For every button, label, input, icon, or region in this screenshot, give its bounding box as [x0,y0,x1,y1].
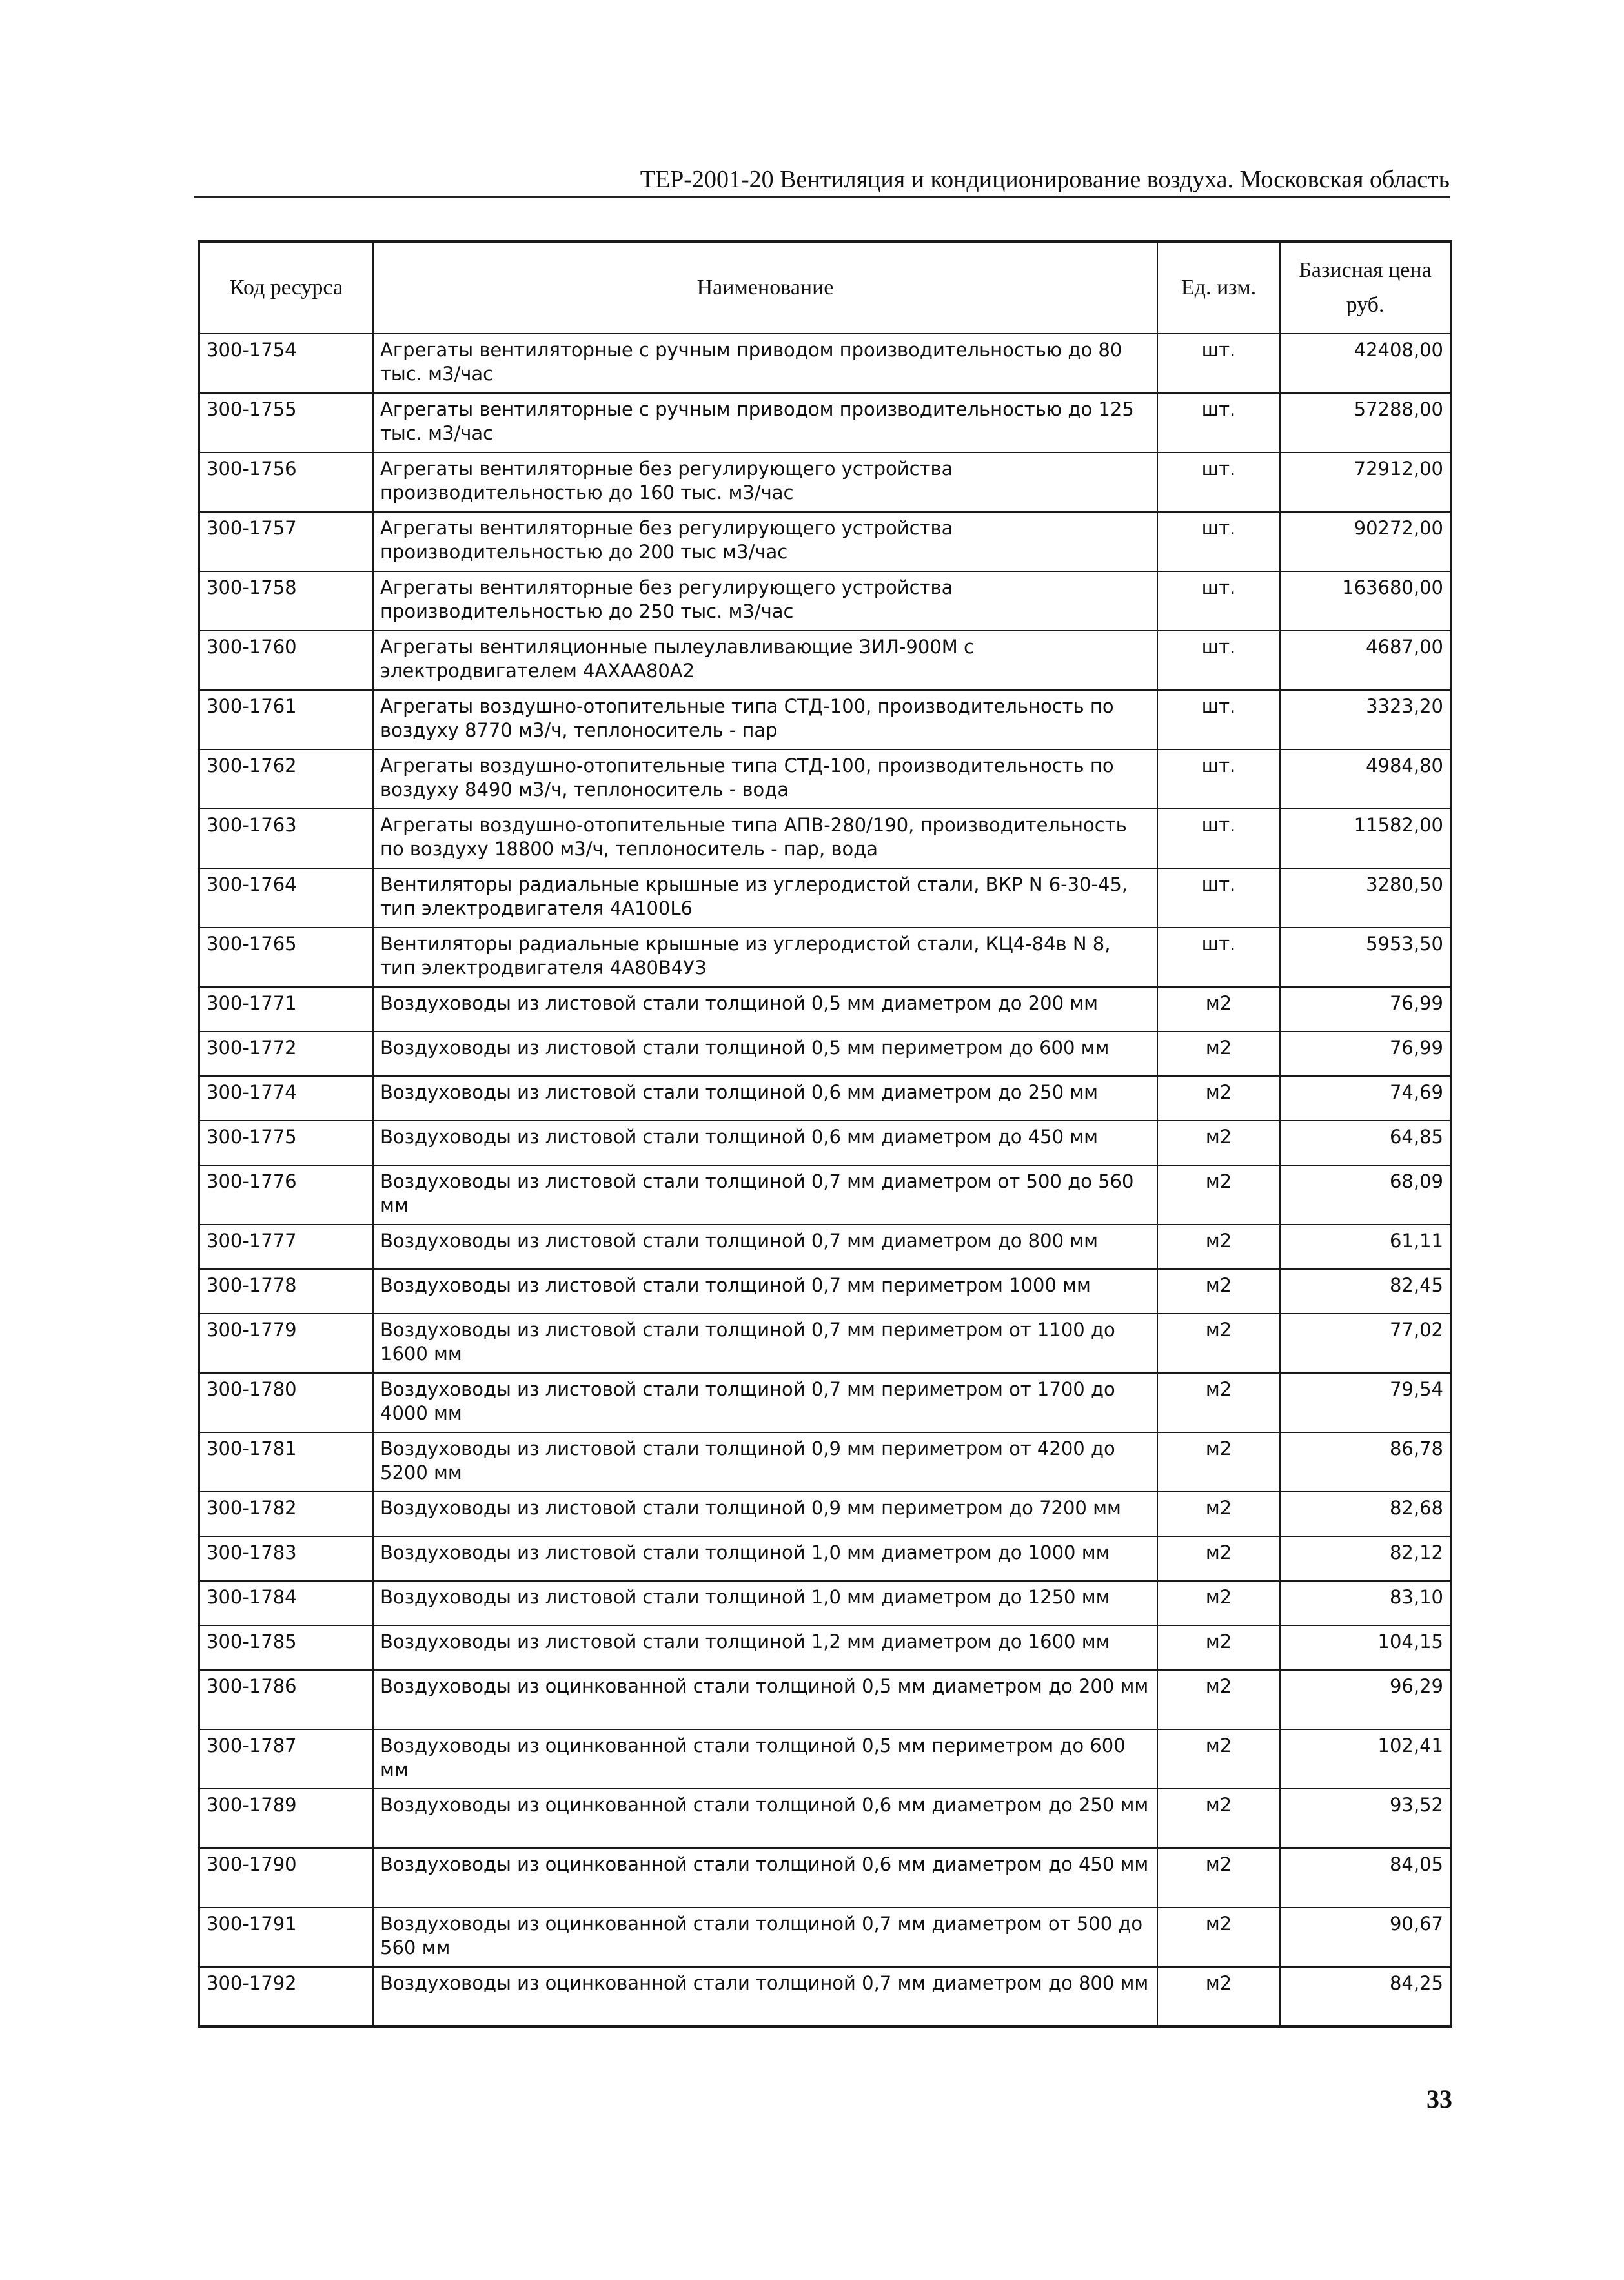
cell-code: 300-1786 [199,1670,373,1729]
cell-name: Воздуховоды из оцинкованной стали толщиной 0,5 мм диаметром до 200 мм [373,1670,1157,1729]
cell-unit: м2 [1157,1670,1280,1729]
cell-unit: м2 [1157,1536,1280,1581]
cell-code: 300-1762 [199,749,373,809]
cell-name: Воздуховоды из листовой стали толщиной 0,7 мм диаметром до 800 мм [373,1225,1157,1269]
cell-unit: шт. [1157,334,1280,393]
column-header-name: Наименование [373,241,1157,334]
table-row [199,1625,1451,1670]
table-row [199,453,1451,512]
table-row [199,1032,1451,1076]
cell-price: 82,68 [1280,1492,1451,1536]
cell-name: Агрегаты вентиляторные без регулирующего устройства производительностью до 200 тыс м3/час [373,512,1157,571]
cell-code: 300-1777 [199,1225,373,1269]
table-row [199,868,1451,928]
cell-price: 57288,00 [1280,393,1451,453]
cell-code: 300-1791 [199,1908,373,1967]
table-row [199,512,1451,571]
cell-name: Воздуховоды из оцинкованной стали толщиной 0,6 мм диаметром до 450 мм [373,1848,1157,1908]
cell-name: Воздуховоды из листовой стали толщиной 1,0 мм диаметром до 1000 мм [373,1536,1157,1581]
cell-price: 82,12 [1280,1536,1451,1581]
table-row [199,1225,1451,1269]
cell-price: 90272,00 [1280,512,1451,571]
cell-price: 102,41 [1280,1729,1451,1789]
table-body [199,334,1451,2026]
cell-unit: м2 [1157,1076,1280,1121]
table-row [199,690,1451,749]
cell-code: 300-1790 [199,1848,373,1908]
column-header-code: Код ресурса [199,241,373,334]
cell-code: 300-1757 [199,512,373,571]
cell-unit: м2 [1157,987,1280,1032]
table-row [199,987,1451,1032]
table-row [199,1314,1451,1373]
cell-code: 300-1779 [199,1314,373,1373]
cell-price: 84,05 [1280,1848,1451,1908]
cell-unit: шт. [1157,690,1280,749]
cell-unit: м2 [1157,1165,1280,1225]
cell-price: 84,25 [1280,1967,1451,2026]
cell-name: Агрегаты воздушно-отопительные типа АПВ-280/190, производительность по воздуху 18800 м3/ч, теплоноситель - пар, вода [373,809,1157,868]
cell-price: 86,78 [1280,1432,1451,1492]
cell-name: Воздуховоды из листовой стали толщиной 0,7 мм диаметром от 500 до 560 мм [373,1165,1157,1225]
cell-price: 79,54 [1280,1373,1451,1432]
cell-unit: шт. [1157,393,1280,453]
cell-price: 163680,00 [1280,571,1451,631]
cell-code: 300-1781 [199,1432,373,1492]
cell-code: 300-1787 [199,1729,373,1789]
running-header: ТЕР-2001-20 Вентиляция и кондиционирование воздуха. Московская область [194,163,1450,198]
cell-name: Воздуховоды из листовой стали толщиной 1,2 мм диаметром до 1600 мм [373,1625,1157,1670]
table-row [199,1789,1451,1848]
cell-price: 77,02 [1280,1314,1451,1373]
cell-name: Агрегаты вентиляторные без регулирующего устройства производительностью до 160 тыс. м3/час [373,453,1157,512]
cell-price: 3280,50 [1280,868,1451,928]
table-row [199,1848,1451,1908]
table-row [199,1121,1451,1165]
page-number: 33 [1426,2084,1452,2113]
table-row [199,571,1451,631]
cell-name: Воздуховоды из листовой стали толщиной 0,5 мм диаметром до 200 мм [373,987,1157,1032]
cell-unit: м2 [1157,1625,1280,1670]
cell-name: Агрегаты воздушно-отопительные типа СТД-100, производительность по воздуху 8770 м3/ч, теплоноситель - пар [373,690,1157,749]
table-row [199,1076,1451,1121]
cell-unit: м2 [1157,1432,1280,1492]
cell-name: Воздуховоды из листовой стали толщиной 0,7 мм периметром от 1100 до 1600 мм [373,1314,1157,1373]
cell-price: 64,85 [1280,1121,1451,1165]
cell-code: 300-1763 [199,809,373,868]
cell-name: Воздуховоды из листовой стали толщиной 0,6 мм диаметром до 450 мм [373,1121,1157,1165]
cell-code: 300-1772 [199,1032,373,1076]
cell-code: 300-1778 [199,1269,373,1314]
cell-price: 68,09 [1280,1165,1451,1225]
cell-name: Воздуховоды из листовой стали толщиной 0,7 мм периметром 1000 мм [373,1269,1157,1314]
cell-price: 4984,80 [1280,749,1451,809]
table-row [199,1581,1451,1625]
cell-price: 82,45 [1280,1269,1451,1314]
cell-code: 300-1758 [199,571,373,631]
cell-name: Воздуховоды из листовой стали толщиной 0,9 мм периметром от 4200 до 5200 мм [373,1432,1157,1492]
cell-code: 300-1782 [199,1492,373,1536]
cell-unit: м2 [1157,1492,1280,1536]
cell-code: 300-1780 [199,1373,373,1432]
cell-code: 300-1761 [199,690,373,749]
cell-unit: м2 [1157,1032,1280,1076]
table-row [199,393,1451,453]
cell-unit: м2 [1157,1373,1280,1432]
cell-name: Вентиляторы радиальные крышные из углеродистой стали, ВКР N 6-30-45, тип электродвигателя 4А100L6 [373,868,1157,928]
cell-code: 300-1760 [199,631,373,690]
cell-name: Агрегаты вентиляторные без регулирующего устройства производительностью до 250 тыс. м3/час [373,571,1157,631]
table-header-row [199,241,1451,334]
table-row [199,1373,1451,1432]
table-row [199,1908,1451,1967]
cell-price: 4687,00 [1280,631,1451,690]
cell-name: Воздуховоды из оцинкованной стали толщиной 0,7 мм диаметром до 800 мм [373,1967,1157,2026]
cell-name: Воздуховоды из листовой стали толщиной 0,6 мм диаметром до 250 мм [373,1076,1157,1121]
cell-price: 61,11 [1280,1225,1451,1269]
cell-unit: шт. [1157,809,1280,868]
cell-unit: м2 [1157,1581,1280,1625]
cell-name: Воздуховоды из оцинкованной стали толщиной 0,7 мм диаметром от 500 до 560 мм [373,1908,1157,1967]
cell-price: 90,67 [1280,1908,1451,1967]
cell-unit: м2 [1157,1967,1280,2026]
cell-unit: шт. [1157,571,1280,631]
table-row [199,749,1451,809]
cell-price: 3323,20 [1280,690,1451,749]
cell-price: 96,29 [1280,1670,1451,1729]
cell-name: Агрегаты вентиляторные с ручным приводом производительностью до 80 тыс. м3/час [373,334,1157,393]
cell-price: 83,10 [1280,1581,1451,1625]
cell-unit: шт. [1157,868,1280,928]
table-row [199,809,1451,868]
cell-unit: шт. [1157,749,1280,809]
table-row [199,1165,1451,1225]
cell-name: Воздуховоды из листовой стали толщиной 0,5 мм периметром до 600 мм [373,1032,1157,1076]
cell-code: 300-1776 [199,1165,373,1225]
table-row [199,334,1451,393]
cell-code: 300-1754 [199,334,373,393]
cell-price: 93,52 [1280,1789,1451,1848]
cell-name: Воздуховоды из оцинкованной стали толщиной 0,6 мм диаметром до 250 мм [373,1789,1157,1848]
cell-code: 300-1774 [199,1076,373,1121]
table-row [199,1432,1451,1492]
cell-price: 42408,00 [1280,334,1451,393]
cell-price: 76,99 [1280,1032,1451,1076]
table-row [199,928,1451,987]
cell-unit: м2 [1157,1121,1280,1165]
cell-code: 300-1785 [199,1625,373,1670]
cell-code: 300-1783 [199,1536,373,1581]
cell-unit: м2 [1157,1729,1280,1789]
cell-code: 300-1765 [199,928,373,987]
cell-name: Агрегаты вентиляторные с ручным приводом производительностью до 125 тыс. м3/час [373,393,1157,453]
cell-price: 11582,00 [1280,809,1451,868]
column-header-unit: Ед. изм. [1157,241,1280,334]
cell-unit: м2 [1157,1314,1280,1373]
cell-unit: шт. [1157,631,1280,690]
cell-price: 5953,50 [1280,928,1451,987]
table-row [199,1729,1451,1789]
table-row [199,1492,1451,1536]
cell-price: 74,69 [1280,1076,1451,1121]
cell-price: 76,99 [1280,987,1451,1032]
cell-code: 300-1755 [199,393,373,453]
cell-code: 300-1784 [199,1581,373,1625]
cell-unit: м2 [1157,1269,1280,1314]
cell-code: 300-1789 [199,1789,373,1848]
cell-name: Воздуховоды из листовой стали толщиной 1,0 мм диаметром до 1250 мм [373,1581,1157,1625]
cell-name: Воздуховоды из оцинкованной стали толщиной 0,5 мм периметром до 600 мм [373,1729,1157,1789]
cell-unit: м2 [1157,1908,1280,1967]
price-table [198,240,1452,2028]
cell-unit: м2 [1157,1848,1280,1908]
cell-unit: шт. [1157,453,1280,512]
table-row [199,1670,1451,1729]
cell-name: Вентиляторы радиальные крышные из углеродистой стали, КЦ4-84в N 8, тип электродвигателя 4А80В4УЗ [373,928,1157,987]
table-row [199,1536,1451,1581]
cell-price: 72912,00 [1280,453,1451,512]
cell-code: 300-1775 [199,1121,373,1165]
cell-unit: м2 [1157,1225,1280,1269]
cell-price: 104,15 [1280,1625,1451,1670]
cell-unit: м2 [1157,1789,1280,1848]
cell-code: 300-1764 [199,868,373,928]
cell-name: Агрегаты вентиляционные пылеулавливающие ЗИЛ-900М с электродвигателем 4АХАА80А2 [373,631,1157,690]
table-row [199,1269,1451,1314]
cell-unit: шт. [1157,512,1280,571]
cell-code: 300-1771 [199,987,373,1032]
cell-code: 300-1756 [199,453,373,512]
cell-name: Воздуховоды из листовой стали толщиной 0,7 мм периметром от 1700 до 4000 мм [373,1373,1157,1432]
table-row [199,1967,1451,2026]
column-header-price: Базисная цена руб. [1280,241,1451,334]
cell-name: Воздуховоды из листовой стали толщиной 0,9 мм периметром до 7200 мм [373,1492,1157,1536]
table-row [199,631,1451,690]
cell-unit: шт. [1157,928,1280,987]
cell-code: 300-1792 [199,1967,373,2026]
cell-name: Агрегаты воздушно-отопительные типа СТД-100, производительность по воздуху 8490 м3/ч, теплоноситель - вода [373,749,1157,809]
